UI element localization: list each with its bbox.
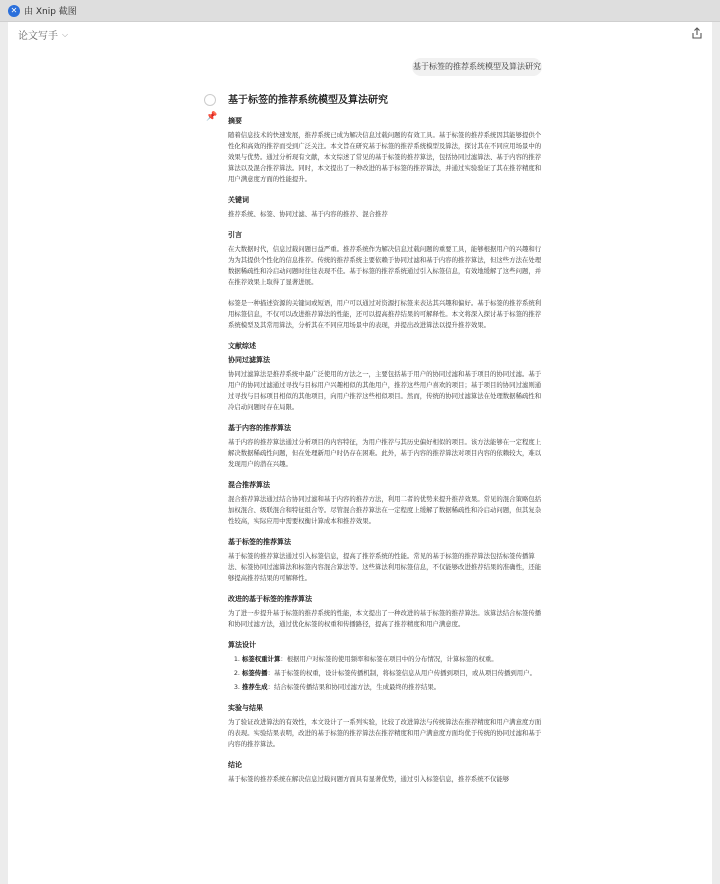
cf-heading: 协同过滤算法 xyxy=(228,356,270,364)
share-icon[interactable] xyxy=(690,26,704,40)
list-item-text: ：结合标签传播结果和协同过滤方法，生成最终的推荐结果。 xyxy=(267,683,441,691)
document-title: 基于标签的推荐系统模型及算法研究 xyxy=(228,95,388,106)
list-item xyxy=(242,682,544,693)
design-heading: 算法设计 xyxy=(228,641,256,649)
assistant-response xyxy=(228,94,544,795)
hybrid-heading: 混合推荐算法 xyxy=(228,481,270,489)
list-item-title: 标签权重计算 xyxy=(242,655,281,663)
conclusion-text: 基于标签的推荐系统在解决信息过载问题方面具有显著优势，通过引入标签信息，推荐系统不仅能够 xyxy=(228,775,510,783)
model-selector[interactable] xyxy=(18,27,68,42)
list-item xyxy=(242,668,544,679)
content-based-text: 基于内容的推荐算法通过分析项目的内容特征，为用户推荐与其历史偏好相似的项目。该方法能够在一定程度上解决数据稀疏性问题，但在处理新用户时仍存在困难。此外，基于内容的推荐算法对项目内容的依赖较大，难以发现用户的潜在兴趣。 xyxy=(228,438,542,468)
conclusion-heading: 结论 xyxy=(228,761,242,769)
improved-heading: 改进的基于标签的推荐算法 xyxy=(228,595,312,603)
top-bar xyxy=(8,22,712,46)
abstract-heading: 摘要 xyxy=(228,117,242,125)
intro-paragraph-2: 标签是一种描述资源的关键词或短语，用户可以通过对资源打标签来表达其兴趣和偏好。基于标签的推荐系统利用标签信息，不仅可以改进推荐算法的性能，还可以提高推荐结果的可解释性。本文将深入探讨基于标签的推荐系统模型及其常用算法，分析其在不同应用场景中的表现，并提出改进算法以提升推荐效果。 xyxy=(228,299,542,329)
pin-icon[interactable]: 📌 xyxy=(206,112,218,122)
intro-heading: 引言 xyxy=(228,231,242,239)
hybrid-text: 混合推荐算法通过结合协同过滤和基于内容的推荐方法，利用二者的优势来提升推荐效果。常见的混合策略包括加权混合、级联混合和特征组合等。尽管混合推荐算法在一定程度上缓解了数据稀疏性和冷启动问题，但其复杂性较高，实际应用中需要权衡计算成本和推荐效果。 xyxy=(228,495,542,525)
experiment-heading: 实验与结果 xyxy=(228,704,263,712)
assistant-avatar xyxy=(204,94,216,106)
improved-text: 为了进一步提升基于标签的推荐系统的性能，本文提出了一种改进的基于标签的推荐算法。该算法结合标签传播和协同过滤方法，通过优化标签的权重和传播路径，提高了推荐精度和用户满意度。 xyxy=(228,609,542,628)
tag-based-heading: 基于标签的推荐算法 xyxy=(228,538,291,546)
list-item-title: 标签传播 xyxy=(242,669,268,677)
literature-heading: 文献综述 xyxy=(228,342,256,350)
xnip-app-icon: ✕ xyxy=(8,5,20,17)
abstract-text: 随着信息技术的快速发展，推荐系统已成为解决信息过载问题的有效工具。基于标签的推荐系统因其能够提供个性化和高效的推荐而受到广泛关注。本文旨在研究基于标签的推荐系统模型及算法，探讨其在不同应用场景中的效果与优势。通过分析现有文献，本文综述了常见的基于标签的推荐算法，包括协同过滤算法、基于内容的推荐算法以及混合推荐算法。同时，本文提出了一种改进的基于标签的推荐算法，并通过实验验证了其在推荐精度和用户满意度方面的性能提升。 xyxy=(228,131,542,183)
experiment-text: 为了验证改进算法的有效性，本文设计了一系列实验，比较了改进算法与传统算法在推荐精度和用户满意度方面的表现。实验结果表明，改进的基于标签的推荐算法在推荐精度和用户满意度方面均优于传统的协同过滤和基于内容的推荐算法。 xyxy=(228,718,542,748)
window-title: 由 Xnip 截图 xyxy=(24,7,77,17)
chat-window xyxy=(8,22,712,884)
content-based-heading: 基于内容的推荐算法 xyxy=(228,424,291,432)
keywords-text: 推荐系统、标签、协同过滤、基于内容的推荐、混合推荐 xyxy=(228,210,388,218)
list-item xyxy=(242,654,544,665)
intro-paragraph-1: 在大数据时代，信息过载问题日益严重。推荐系统作为解决信息过载问题的重要工具，能够根据用户的兴趣和行为为其提供个性化的信息推荐。传统的推荐系统主要依赖于协同过滤和基于内容的推荐算法，但这些方法在处理数据稀疏性和冷启动问题时往往表现不佳。基于标签的推荐系统通过引入标签信息，有效地缓解了这些问题，并在推荐效果上取得了显著进展。 xyxy=(228,245,542,286)
list-item-title: 推荐生成 xyxy=(242,683,268,691)
chevron-down-icon: ⌵ xyxy=(62,29,69,39)
list-item-text: ：根据用户对标签的使用频率和标签在项目中的分布情况，计算标签的权重。 xyxy=(280,655,498,663)
window-titlebar xyxy=(0,0,720,22)
model-label: 论文写手 xyxy=(18,31,58,42)
cf-text: 协同过滤算法是推荐系统中最广泛使用的方法之一，主要包括基于用户的协同过滤和基于项目的协同过滤。基于用户的协同过滤通过寻找与目标用户兴趣相似的其他用户，推荐这些用户喜欢的项目；基于项目的协同过滤则通过寻找与目标项目相似的其他项目，向用户推荐这些相似项目。然而，传统的协同过滤算法在处理数据稀疏性和冷启动问题时存在局限。 xyxy=(228,370,542,411)
list-item-text: ：基于标签的权重，设计标签传播机制，将标签信息从用户传播到项目，或从项目传播到用户。 xyxy=(267,669,536,677)
keywords-heading: 关键词 xyxy=(228,196,249,204)
user-message-bubble: 基于标签的推荐系统模型及算法研究 xyxy=(412,58,542,76)
tag-based-text: 基于标签的推荐算法通过引入标签信息，提高了推荐系统的性能。常见的基于标签的推荐算法包括标签传播算法、标签协同过滤算法和标签内容混合算法等。这些算法利用标签信息，不仅能够改进推荐结果的准确性，还能够提高推荐结果的可解释性。 xyxy=(228,552,542,582)
design-steps-list xyxy=(228,654,544,693)
